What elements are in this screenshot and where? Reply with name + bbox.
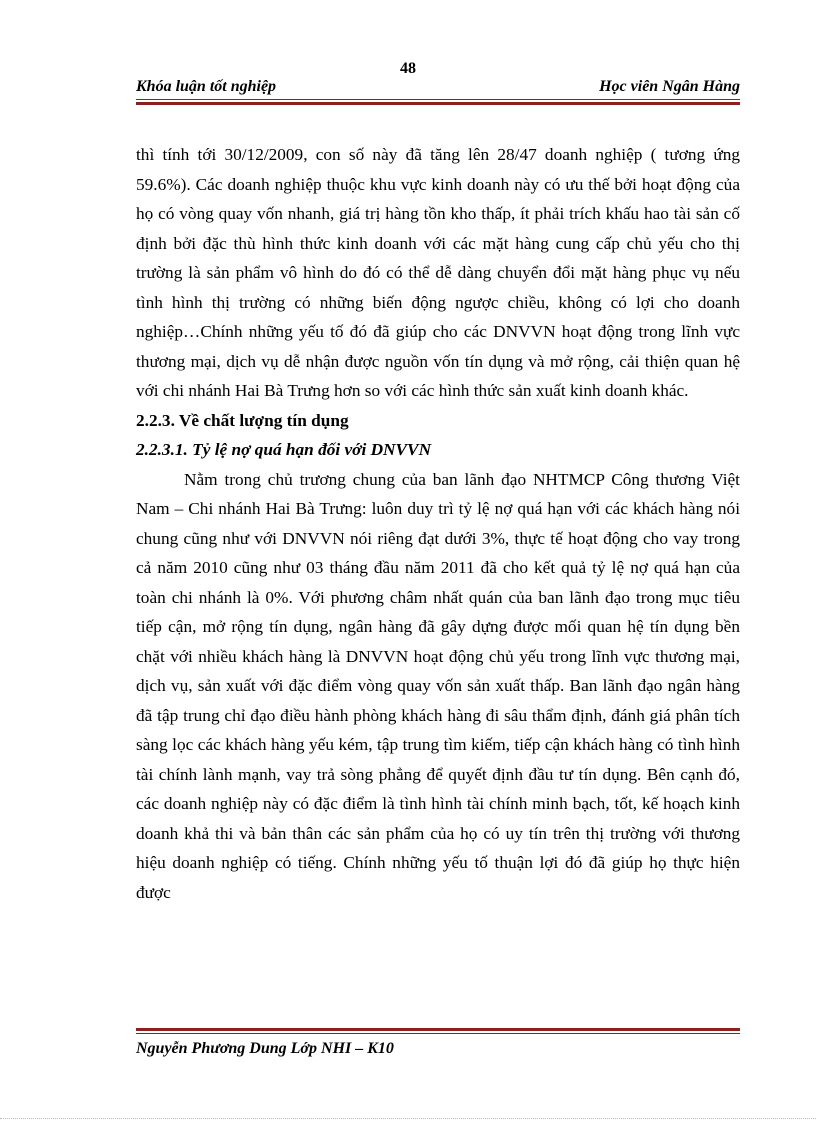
header-rule-thick	[136, 102, 740, 105]
section-heading: 2.2.3. Về chất lượng tín dụng	[136, 410, 349, 430]
header-left-title: Khóa luận tốt nghiệp	[136, 78, 277, 95]
footer-author: Nguyễn Phương Dung Lớp NHI – K10	[136, 1040, 394, 1057]
footer-rule-thin	[136, 1033, 740, 1034]
body-paragraph: thì tính tới 30/12/2009, con số này đã tăng lên 28/47 doanh nghiệp ( tương ứng 59.6%). Các doanh nghiệp thuộc khu vực kinh doanh này có ưu thế bởi hoạt động của họ có vòng quay vốn nhanh, giá trị hàng tồn kho thấp, ít phải trích khấu hao tài sản cố định bởi đặc thù hình thức kinh doanh với các mặt hàng cung cấp chủ yếu cho thị trường là sản phẩm vô hình do đó có thể dễ dàng chuyển đổi mặt hàng phục vụ nếu tình hình thị trường có những biến động ngược chiều, không có lợi cho doanh nghiệp…Chính những yếu tố đó đã giúp cho các DNVVN hoạt động trong lĩnh vực thương mại, dịch vụ dễ nhận được nguồn vốn tín dụng và mở rộng, cải thiện quan hệ với chi nhánh Hai Bà Trưng hơn so với các hình thức sản xuất kinh doanh khác.	[136, 145, 740, 400]
subsection-heading: 2.2.3.1. Tỷ lệ nợ quá hạn đối với DNVVN	[136, 440, 432, 459]
header-right-title: Học viên Ngân Hàng	[599, 78, 740, 95]
header-rule-thin	[136, 99, 740, 100]
page-number: 48	[400, 60, 416, 77]
page-edge-divider	[0, 1118, 816, 1119]
footer-rule-thick	[136, 1028, 740, 1031]
document-body	[136, 140, 740, 907]
body-paragraph: Nằm trong chủ trương chung của ban lãnh đạo NHTMCP Công thương Việt Nam – Chi nhánh Hai Bà Trưng: luôn duy trì tỷ lệ nợ quá hạn với các khách hàng nói chung cũng như với DNVVN nói riêng đạt dưới 3%, thực tế hoạt động cho vay trong cả năm 2010 cũng như 03 tháng đầu năm 2011 đã cho kết quả tỷ lệ nợ quá hạn của toàn chi nhánh là 0%. Với phương châm nhất quán của ban lãnh đạo trong mục tiêu tiếp cận, mở rộng tín dụng, ngân hàng đã gây dựng được mối quan hệ tín dụng bền chặt với nhiều khách hàng là DNVVN hoạt động chủ yếu trong lĩnh vực thương mại, dịch vụ, sản xuất với đặc điểm vòng quay vốn sản xuất thấp. Ban lãnh đạo ngân hàng đã tập trung chỉ đạo điều hành phòng khách hàng đi sâu thẩm định, đánh giá phân tích sàng lọc các khách hàng yếu kém, tập trung tìm kiếm, tiếp cận khách hàng có tình hình tài chính lành mạnh, vay trả sòng phẳng để quyết định đầu tư tín dụng. Bên cạnh đó, các doanh nghiệp này có đặc điểm là tình hình tài chính minh bạch, tốt, kế hoạch kinh doanh khả thi và bản thân các sản phẩm của họ có uy tín trên thị trường với thương hiệu doanh nghiệp có tiếng. Chính những yếu tố thuận lợi đó đã giúp họ thực hiện được	[136, 469, 740, 902]
page-header	[136, 78, 740, 100]
